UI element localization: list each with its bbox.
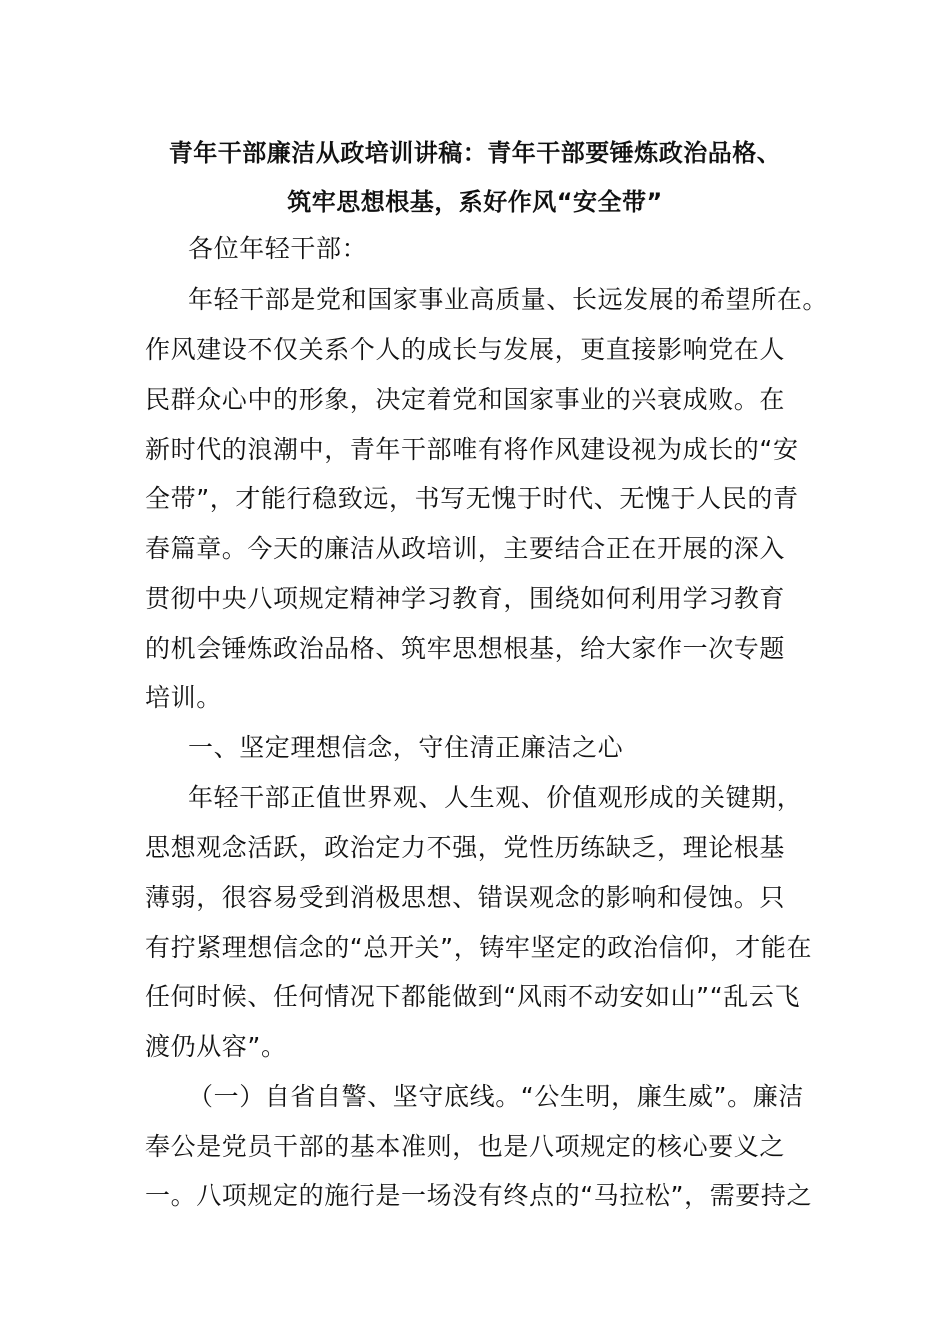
paragraph-line: 任何时候、任何情况下都能做到“风雨不动安如山”“乱云飞 (145, 982, 801, 1011)
document-title-line-1: 青年干部廉洁从政培训讲稿：青年干部要锤炼政治品格、 (168, 139, 782, 167)
paragraph-line: 新时代的浪潮中，青年干部唯有将作风建设视为成长的“安 (145, 435, 799, 464)
paragraph-line: 奉公是党员干部的基本准则，也是八项规定的核心要义之 (145, 1132, 786, 1161)
paragraph-line: 民群众心中的形象，决定着党和国家事业的兴衰成败。在 (145, 385, 786, 414)
paragraph-line: 年轻干部是党和国家事业高质量、长远发展的希望所在。 (188, 285, 829, 314)
section-heading: 一、坚定理想信念，守住清正廉洁之心 (188, 733, 624, 762)
paragraph-line: 作风建设不仅关系个人的成长与发展，更直接影响党在人 (145, 335, 786, 364)
document-title-line-2: 筑牢思想根基，系好作风“安全带” (287, 188, 663, 216)
paragraph-line: 薄弱，很容易受到消极思想、错误观念的影响和侵蚀。只 (145, 883, 786, 912)
subsection-line: （一）自省自警、坚守底线。“公生明，廉生威”。廉洁 (188, 1082, 804, 1111)
paragraph-line: 全带”，才能行稳致远，书写无愧于时代、无愧于人民的青 (145, 484, 799, 513)
paragraph-line: 思想观念活跃，政治定力不强，党性历练缺乏，理论根基 (145, 833, 786, 862)
paragraph-line: 年轻干部正值世界观、人生观、价值观形成的关键期， (188, 783, 803, 812)
paragraph-line: 贯彻中央八项规定精神学习教育，围绕如何利用学习教育 (145, 584, 786, 613)
paragraph-line: 一。八项规定的施行是一场没有终点的“马拉松”，需要持之 (145, 1181, 813, 1210)
paragraph-line: 的机会锤炼政治品格、筑牢思想根基，给大家作一次专题 (145, 634, 786, 663)
paragraph-line: 有拧紧理想信念的“总开关”，铸牢坚定的政治信仰，才能在 (145, 933, 813, 962)
paragraph-line: 渡仍从容”。 (145, 1032, 287, 1061)
paragraph-line: 春篇章。今天的廉洁从政培训，主要结合正在开展的深入 (145, 534, 786, 563)
paragraph-line: 培训。 (145, 683, 222, 712)
salutation: 各位年轻干部： (188, 234, 368, 263)
